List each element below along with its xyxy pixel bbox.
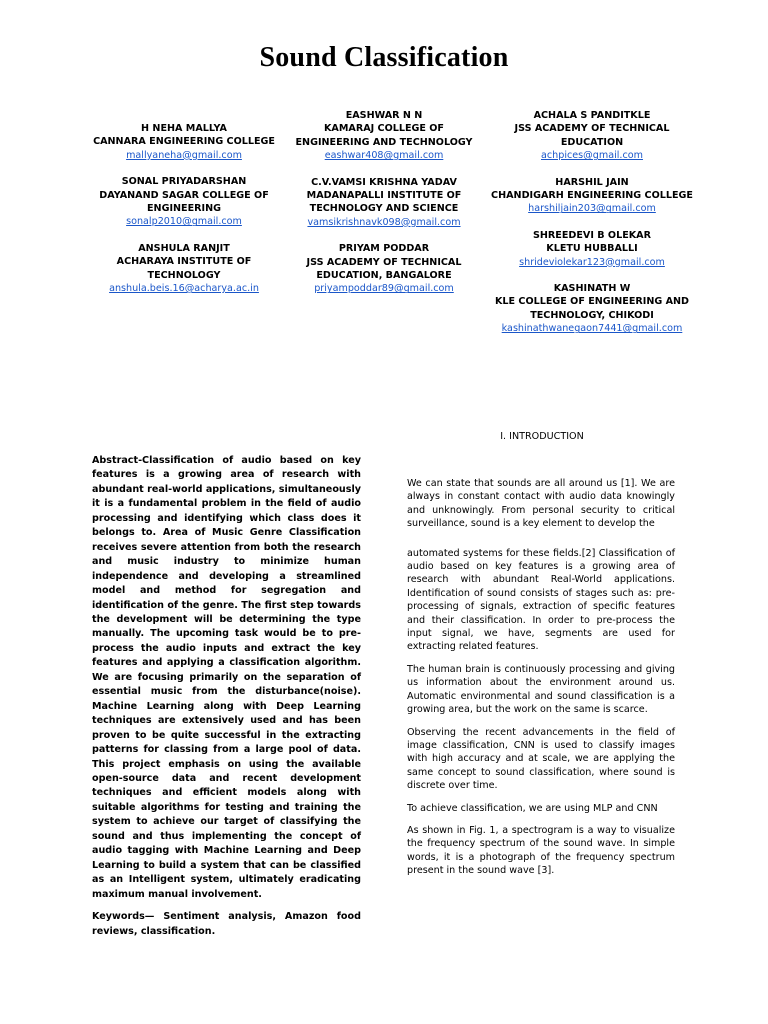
author-email-link[interactable]: sonalp2010@gmail.com [126,216,242,228]
author-affiliation: JSS ACADEMY OF TECHNICAL EDUCATION [514,123,670,148]
author-block [286,176,482,230]
author-name: HARSHIL JAIN [555,176,629,188]
author-block [490,176,694,216]
author-column-1 [84,122,284,308]
author-name: KASHINATH W [553,283,631,295]
author-email-link[interactable]: achpices@gmail.com [541,150,643,162]
author-block [84,122,284,162]
author-name: H NEHA MALLYA [141,123,227,134]
author-name: PRIYAM PODDAR [338,243,430,255]
intro-paragraph: To achieve classification, we are using MLP and CNN [407,802,658,814]
author-email-link[interactable]: vamsikrishnavk098@gmail.com [307,216,461,228]
intro-paragraph: The human brain is continuously processing and giving us information about the environment around us. Automatic environmental and sound classification is a growing area, but the work on the same is scarce. [407,663,675,716]
introduction-body [407,477,675,887]
author-affiliation: MADANAPALLI INSTITUTE OF TECHNOLOGY AND SCIENCE [306,190,462,215]
introduction-heading: I. INTRODUCTION [500,431,584,442]
author-block [490,282,694,336]
intro-paragraph: As shown in Fig. 1, a spectrogram is a way to visualize the frequency spectrum of the sound wave. In simple words, it is a photograph of the frequency spectrum present in the sound wave [3]. [407,824,675,877]
author-email-link[interactable]: priyampoddar89@gmail.com [314,283,454,295]
author-email-link[interactable]: kashinathwanegaon7441@gmail.com [501,323,683,335]
author-email-link[interactable]: shrideviolekar123@gmail.com [519,256,665,268]
author-block [490,109,694,163]
author-block [490,229,694,269]
author-email-link[interactable]: eashwar408@gmail.com [324,150,444,162]
author-affiliation: CHANDIGARH ENGINEERING COLLEGE [491,190,693,202]
author-name: SHREEDEVI B OLEKAR [532,229,651,241]
author-affiliation: ACHARAYA INSTITUTE OF TECHNOLOGY [116,256,252,281]
author-email-link[interactable]: harshiljain203@gmail.com [528,203,656,215]
author-affiliation: KAMARAJ COLLEGE OF ENGINEERING AND TECHNOLOGY [295,123,473,148]
author-name: ACHALA S PANDITKLE [533,110,651,121]
keywords-text: Keywords— Sentiment analysis, Amazon food reviews, classification. [92,911,361,937]
author-block [84,242,284,296]
intro-paragraph: automated systems for these fields.[2] Classification of audio based on key features is a growing area of research with abundant Real-World applications. Identification of sound consists of stages such as: pre-processing of signals, extraction of specific features and their classification. In order to pre-process the input signal, we have, segments are used for extracting related features. [407,547,675,653]
author-name: ANSHULA RANJIT [138,242,230,254]
author-block [84,175,284,229]
paper-title: Sound Classification [259,42,509,73]
author-affiliation: JSS ACADEMY OF TECHNICAL EDUCATION, BANGALORE [306,256,462,282]
author-affiliation: KLETU HUBBALLI [546,243,638,255]
author-email-link[interactable]: mallyaneha@gmail.com [126,149,242,161]
author-name: SONAL PRIYADARSHAN [121,176,247,188]
author-column-3 [490,109,694,349]
author-block [286,109,482,163]
intro-paragraph: Observing the recent advancements in the field of image classification, CNN is used to classify images with high accuracy and at scale, we are applying the same concept to sound classification, where sound is discrete over time. [407,726,675,792]
author-affiliation: DAYANAND SAGAR COLLEGE OF ENGINEERING [99,189,269,215]
author-affiliation: KLE COLLEGE OF ENGINEERING AND TECHNOLOGY, CHIKODI [494,296,690,321]
intro-paragraph: We can state that sounds are all around us [1]. We are always in constant contact with audio data knowingly and unknowingly. From personal security to critical surveillance, sound is a key element to develop the [407,478,675,530]
author-name: C.V.VAMSI KRISHNA YADAV [311,176,457,188]
author-column-2 [286,109,482,309]
abstract-text: Abstract-Classification of audio based on key features is a growing area of research with abundant real-world applications, simultaneously it is a fundamental problem in the field of audio processing and identifying which class does it belongs to. Area of Music Genre Classification receives severe attention from both the research and music industry to minimize human independence and developing a streamlined model and method for segregation and identification of the genre. The first step towards the development will be determining the type manually. The upcoming task would be to pre-process the audio inputs and extract the key features and applying a classification algorithm. We are focusing primarily on the separation of essential music from the disturbance(noise). Machine Learning along with Deep Learning techniques are extensively used and has been proven to be quite successful in the extracting patterns for classing from a large pool of data. This project emphasis on using the available open-source data and recent development techniques and efficient models along with suitable algorithms for testing and training the system to achieve our target of classifying the sound and thus implementing the concept of audio tagging with Machine Learning and Deep Learning to build a system that can be classified as an Intelligent system, ultimately eradicating maximum manual involvement. [92,455,361,900]
author-affiliation: CANNARA ENGINEERING COLLEGE [93,136,275,148]
author-block [286,242,482,296]
abstract-section [92,454,361,947]
author-name: EASHWAR N N [345,110,423,121]
author-email-link[interactable]: anshula.beis.16@acharya.ac.in [109,283,259,295]
